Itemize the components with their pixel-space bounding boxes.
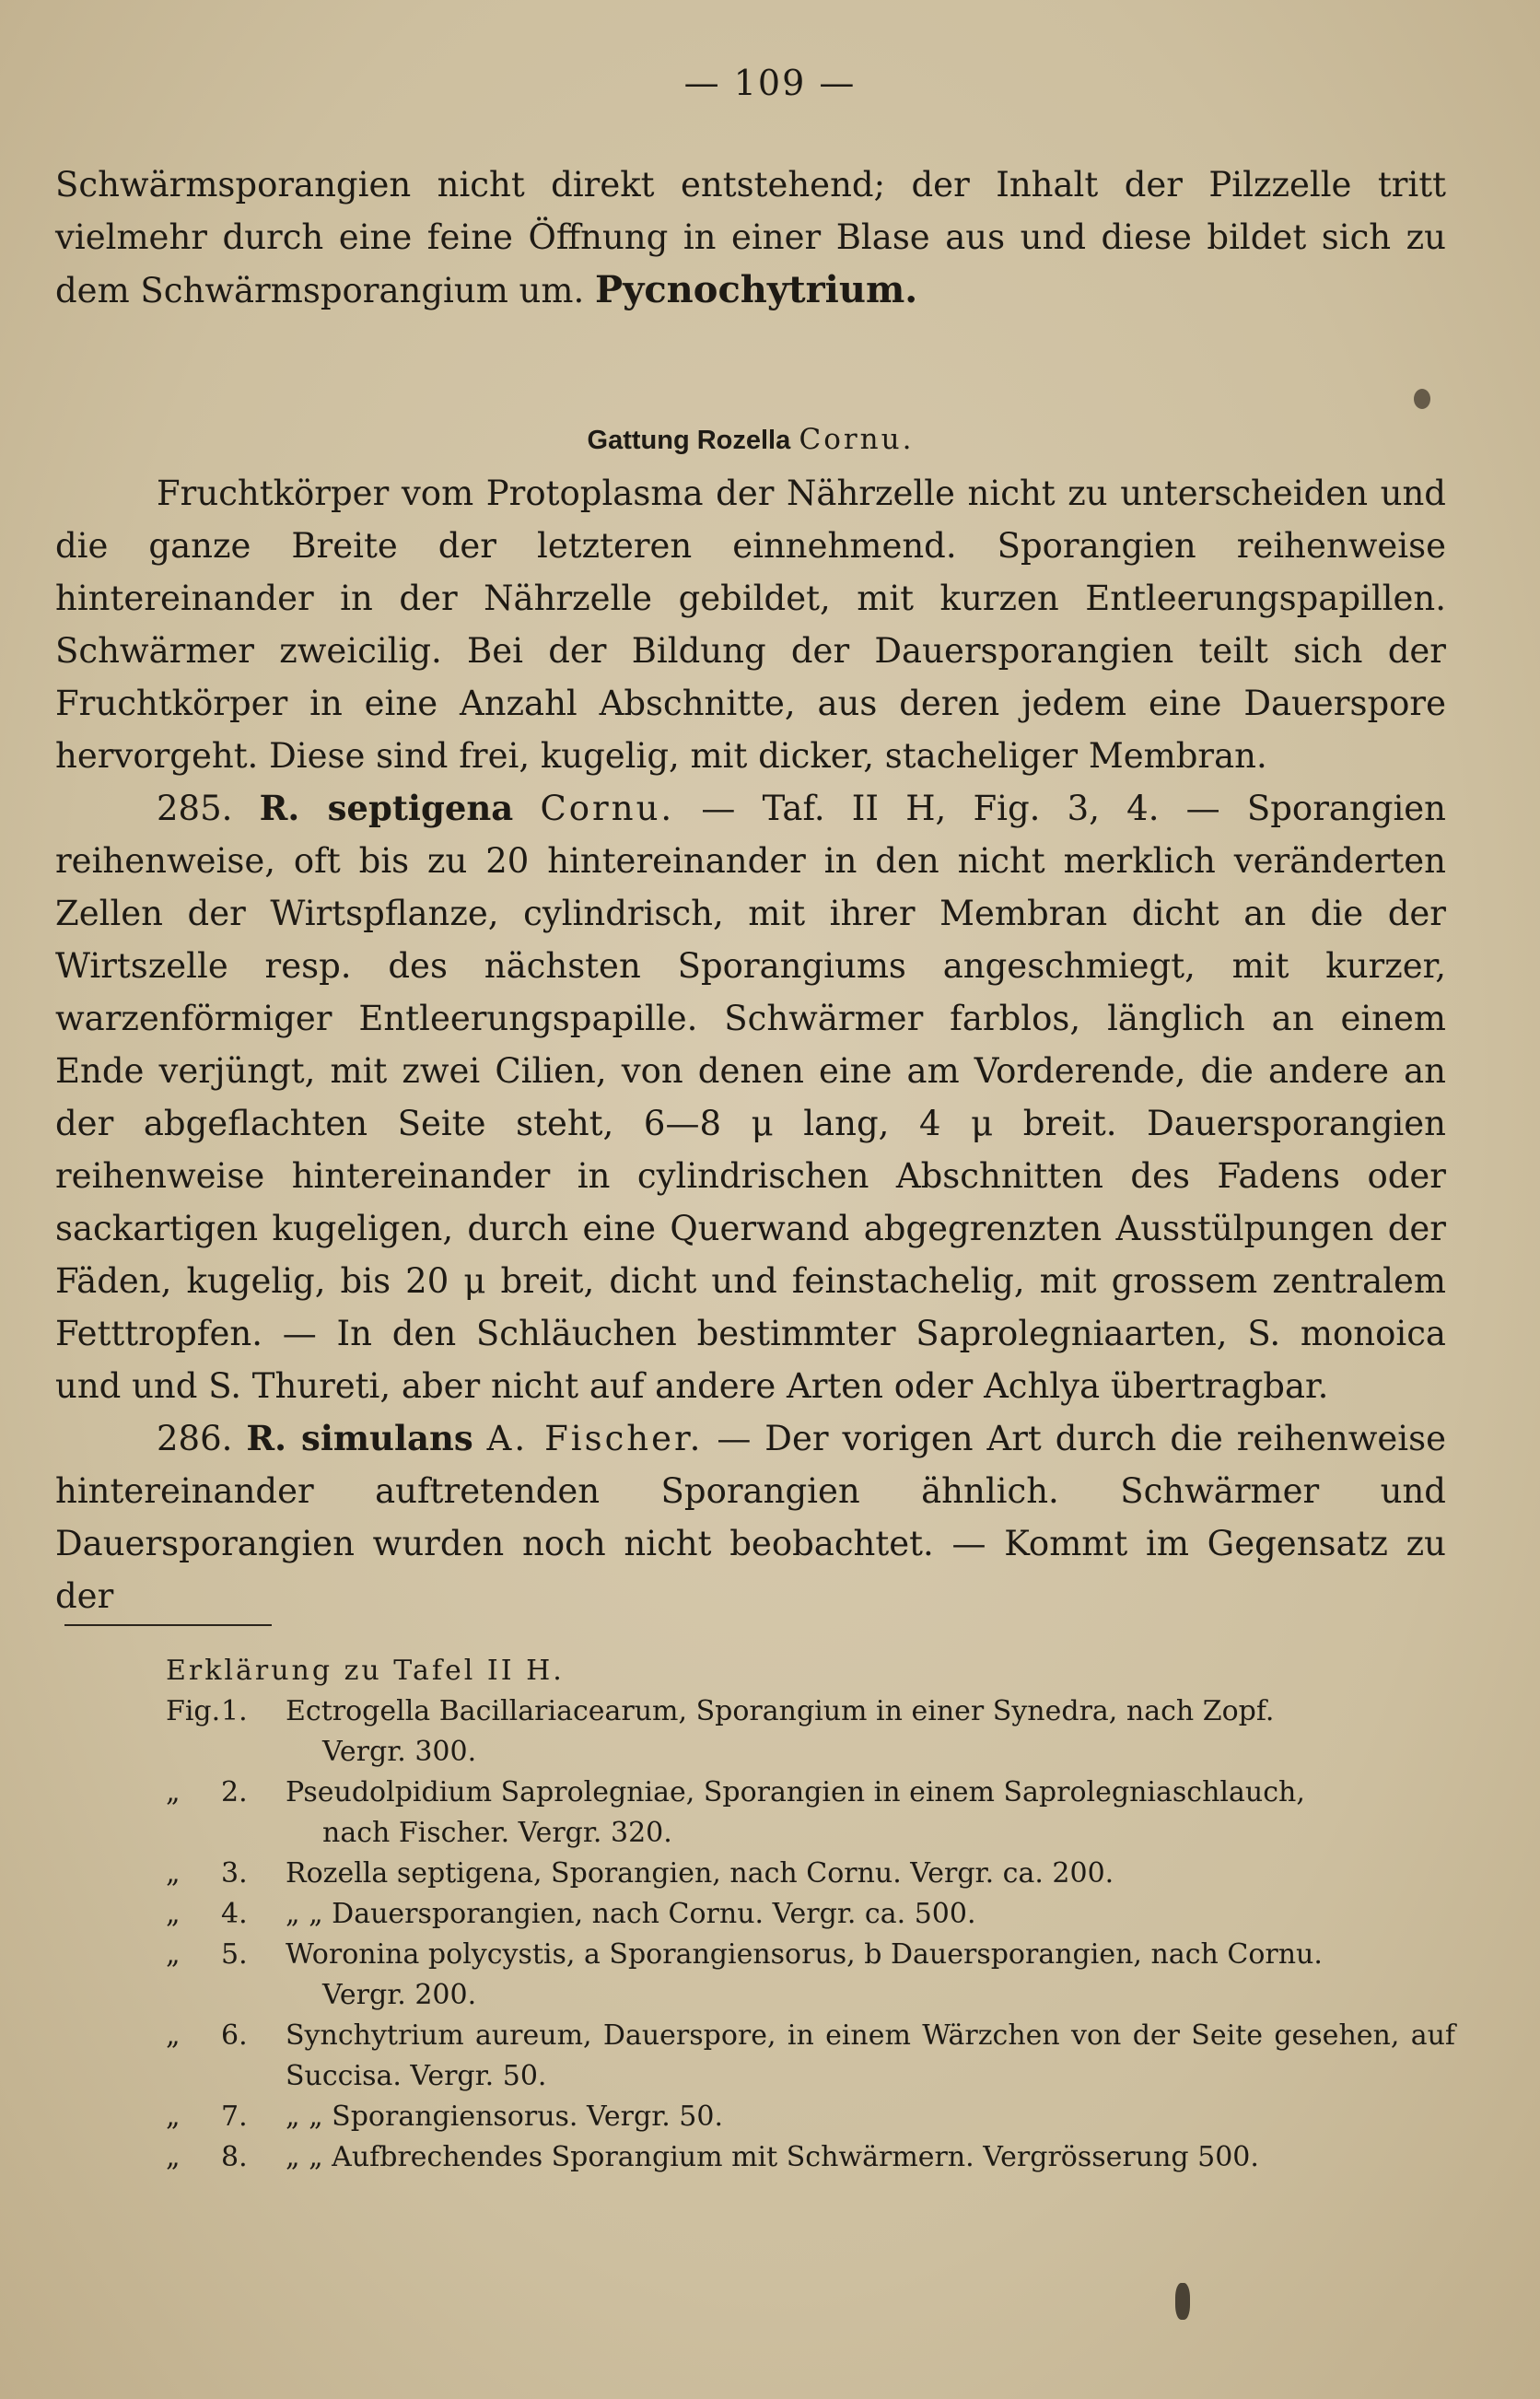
intro-text: Schwärmsporangien nicht direkt entstehend; der Inhalt der Pilzzelle tritt vielmehr durch eine feine Öffnung in einer Blase aus und diese bildet sich zu dem Schwärmsporangium um. [55, 165, 1446, 310]
genus-author: Cornu. [799, 423, 915, 456]
legend-prefix: Fig. [166, 1695, 221, 1727]
legend-title: Erklärung zu Tafel II H. [166, 1655, 565, 1687]
species-text: — Taf. II H, Fig. 3, 4. — Sporangien reihenweise, oft bis zu 20 hintereinander in den nicht merklich veränderten Zellen der Wirtspflanze, cylindrisch, mit ihrer Membran dicht an die der Wirtszelle resp. des nächsten Sporangiums angeschmiegt, mit kurzer, warzenförmiger Entleerungspapille. Schwärmer farblos, länglich an einem Ende verjüngt, mit zwei Cilien, von denen eine am Vorderende, die andere an der abgeflachten Seite steht, 6—8 μ lang, 4 μ breit. Dauersporangien reihenweise hintereinander in cylindrischen Abschnitten des Fadens oder sackartigen kugeligen, durch eine Querwand abgegrenzten Ausstülpungen der Fäden, kugelig, bis 20 μ breit, dicht und feinstachelig, mit grossem zentralem Fetttropfen. — In den Schläuchen bestimmter Saprolegniaarten, S. monoica und und S. Thureti, aber nicht auf andere Arten oder Achlya übertragbar. [55, 789, 1447, 1406]
legend-number: 8. [221, 2141, 248, 2173]
legend-text-cont: nach Fischer. Vergr. 320. [322, 1817, 672, 1849]
legend-entry [166, 2097, 1455, 2137]
legend-prefix: „ [166, 1898, 181, 1930]
species-author: A. Fischer. [486, 1419, 704, 1458]
legend-text: „ „ Sporangiensorus. Vergr. 50. [286, 2101, 724, 2133]
ink-spot [1414, 389, 1430, 409]
genus-label: Gattung Rozella [587, 426, 791, 455]
species-author: Cornu. [540, 789, 675, 828]
legend-text: „ „ Dauersporangien, nach Cornu. Vergr. ca. 500. [286, 1898, 976, 1930]
legend-text [286, 1773, 1455, 1854]
legend-text-cont: Vergr. 200. [322, 1979, 477, 2011]
footnote-divider [64, 1624, 272, 1626]
legend-prefix: „ [166, 2101, 181, 2133]
species-number: 286. [157, 1419, 233, 1458]
legend-entry [166, 2137, 1455, 2178]
legend-text-main: Ectrogella Bacillariacearum, Sporangium in einer Synedra, nach Zopf. [286, 1695, 1275, 1727]
legend-number: 2. [221, 1776, 248, 1808]
legend-prefix: „ [166, 2019, 181, 2052]
legend-text [286, 1691, 1455, 1773]
species-name: R. simulans [246, 1418, 473, 1458]
intro-paragraph [55, 158, 1446, 317]
legend-entry [166, 1691, 1455, 1773]
species-text: — Der vorigen Art durch die reihenweise hintereinander auftretenden Sporangien ähnlich. Schwärmer und Dauersporangien wurden noch nicht beobachtet. — Kommt im Gegensatz zu der [55, 1419, 1446, 1616]
intro-bold-term: Pycnochytrium. [595, 268, 918, 311]
legend-number: 7. [221, 2101, 248, 2133]
species-286 [55, 1412, 1446, 1622]
genus-section [55, 414, 1446, 1622]
species-number: 285. [157, 789, 233, 828]
genus-heading [55, 414, 1446, 467]
legend-entry [166, 1935, 1455, 2016]
legend-number: 3. [221, 1857, 248, 1890]
legend-text-main: Woronina polycystis, a Sporangiensorus, b Dauersporangien, nach Cornu. [286, 1938, 1323, 1971]
legend-entry [166, 1773, 1455, 1854]
legend-entry [166, 1854, 1455, 1894]
legend-prefix: „ [166, 1857, 181, 1890]
legend-text: „ „ Aufbrechendes Sporangium mit Schwärmern. Vergrösserung 500. [286, 2141, 1259, 2173]
genus-description: Fruchtkörper vom Protoplasma der Nährzelle nicht zu unterscheiden und die ganze Breite der letzteren einnehmend. Sporangien reihenweise hintereinander in der Nährzelle gebildet, mit kurzen Entleerungspapillen. Schwärmer zweicilig. Bei der Bildung der Dauersporangien teilt sich der Fruchtkörper in eine Anzahl Abschnitte, aus deren jedem eine Dauerspore hervorgeht. Diese sind frei, kugelig, mit dicker, stacheliger Membran. [55, 474, 1446, 776]
legend-entry [166, 1894, 1455, 1935]
legend-number: 6. [221, 2019, 248, 2052]
legend-number: 4. [221, 1898, 248, 1930]
legend-prefix: „ [166, 1776, 181, 1808]
species-name: R. septigena [259, 788, 514, 828]
plate-legend [166, 1651, 1455, 2178]
legend-number: 1. [221, 1695, 248, 1727]
legend-prefix: „ [166, 1938, 181, 1971]
ink-spot [1175, 2283, 1190, 2320]
legend-text: Rozella septigena, Sporangien, nach Cornu. Vergr. ca. 200. [286, 1857, 1114, 1890]
species-285 [55, 782, 1446, 1412]
page-number: — 109 — [683, 63, 857, 103]
legend-entry [166, 2016, 1455, 2097]
legend-text [286, 1935, 1455, 2016]
legend-prefix: „ [166, 2141, 181, 2173]
legend-number: 5. [221, 1938, 248, 1971]
legend-text-main: Pseudolpidium Saprolegniae, Sporangien in einem Saprolegniaschlauch, [286, 1776, 1305, 1808]
legend-text-cont: Vergr. 300. [322, 1736, 477, 1768]
legend-text: Synchytrium aureum, Dauerspore, in einem Wärzchen von der Seite gesehen, auf Succisa. Vergr. 50. [286, 2019, 1455, 2092]
